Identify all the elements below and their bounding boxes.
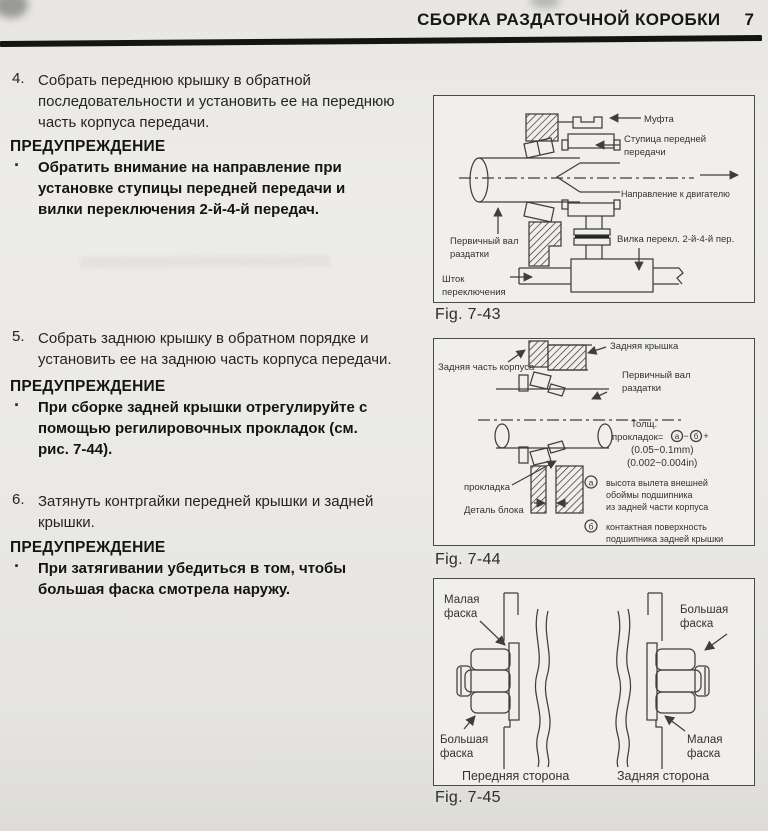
label-prokladka: прокладка [464, 482, 510, 493]
step-number: 5. [12, 328, 25, 345]
legend-b-text: контактная поверхность [606, 522, 707, 532]
lower-hub-fork-assembly [519, 200, 683, 292]
label-bolshaya-faska: фаска [680, 618, 714, 630]
label-bolshaya-faska: Большая [680, 604, 729, 616]
label-bolshaya-faska: Большая [440, 734, 489, 746]
warning-bullet: · [14, 556, 20, 576]
block-detail-hatch [531, 466, 583, 513]
label-detal-bloka: Деталь блока [464, 505, 524, 516]
label-malaya-faska: фаска [687, 748, 721, 760]
label-stupitsa: Ступица передней [624, 134, 707, 145]
label-mufta: Муфта [644, 114, 674, 125]
figure-743-box [433, 95, 755, 303]
legend-b-text: подшипника задней крышки [606, 534, 724, 544]
page-title: СБОРКА РАЗДАТОЧНОЙ КОРОБКИ [417, 10, 721, 29]
formula-line2: прокладок= [612, 432, 664, 443]
warning-3 [12, 558, 382, 600]
label-front-side: Передняя сторона [462, 769, 570, 783]
warning-1 [12, 157, 382, 220]
label-zadnyaya-kryshka: Задняя крышка [610, 341, 679, 352]
legend-a [585, 476, 708, 512]
formula-line1: Толщ. [631, 419, 658, 430]
formula-in: (0.002~0.004in) [627, 458, 698, 469]
label-shtok: Шток [442, 274, 465, 285]
circled-a: а [674, 432, 680, 441]
label-perv-val: раздатки [450, 249, 490, 260]
label-malaya-faska: фаска [444, 608, 478, 620]
step-number: 6. [12, 491, 25, 508]
label-malaya-faska: Малая [687, 734, 723, 746]
scan-smudge [530, 0, 560, 8]
warning-bullet: · [14, 395, 20, 415]
warning-heading: ПРЕДУПРЕЖДЕНИЕ [10, 539, 166, 556]
legend-a-text: обоймы подшипника [606, 490, 693, 500]
label-stupitsa: передачи [624, 147, 666, 158]
warning-text: При сборке задней крышки отрегулируйте с помощью регилировочных прокладок (см. рис. 7-44). [38, 399, 368, 458]
figure-743-caption: Fig. 7-43 [435, 306, 501, 323]
header-rule [0, 35, 762, 47]
label-bolshaya-faska: фаска [440, 748, 474, 760]
plus-sign: + [703, 431, 709, 442]
legend-a-symbol: а [588, 477, 594, 488]
step-4 [12, 70, 407, 133]
figure-745-diagram [434, 579, 756, 787]
label-rear-side: Задняя сторона [617, 769, 710, 783]
minus-sign: − [683, 431, 689, 441]
figure-745-box [433, 578, 755, 786]
warning-heading: ПРЕДУПРЕЖДЕНИЕ [10, 138, 166, 155]
formula-mm: (0.05~0.1mm) [631, 445, 694, 456]
label-napravlenie: Направление к двигателю [621, 189, 730, 199]
figure-745-caption: Fig. 7-45 [435, 789, 501, 806]
warning-2 [12, 397, 382, 460]
warning-text: При затягивании убедиться в том, чтобы большая фаска смотрела наружу. [38, 560, 347, 598]
circled-b: б [693, 432, 699, 441]
label-perv-val: раздатки [622, 383, 662, 394]
label-malaya-faska: Малая [444, 594, 480, 606]
step-5 [12, 328, 407, 370]
figure-744-diagram [434, 339, 756, 547]
label-vilka: Вилка перекл. 2-й-4-й пер. [617, 234, 735, 245]
shim-thickness-formula [612, 419, 709, 469]
legend-a-text: высота вылета внешней [606, 478, 708, 488]
upper-hub-assembly [524, 114, 620, 158]
warning-bullet: · [14, 155, 20, 175]
rear-housing-and-cover [529, 341, 592, 370]
label-perv-val: Первичный вал [622, 370, 691, 381]
legend-b [585, 520, 723, 544]
figure-744-box [433, 338, 755, 546]
step-text: Затянуть контргайки передней крышки и задней крышки. [38, 493, 374, 531]
step-6 [12, 491, 407, 533]
warning-heading: ПРЕДУПРЕЖДЕНИЕ [10, 378, 166, 395]
legend-a-text: из задней части корпуса [606, 502, 709, 512]
step-text: Собрать переднюю крышку в обратной последовательности и установить ее на переднюю часть корпуса передачи. [38, 72, 395, 131]
legend-b-symbol: б [588, 521, 594, 532]
label-zadnyaya-chast: Задняя часть корпуса [438, 362, 535, 373]
page-number: 7 [744, 10, 754, 29]
label-perv-val: Первичный вал [450, 236, 519, 247]
step-text: Собрать заднюю крышку в обратном порядке и установить ее на заднюю часть корпуса передачи. [38, 330, 392, 368]
label-shtok: переключения [442, 287, 506, 298]
warning-text: Обратить внимание на направление при установке ступицы передней передачи и вилки переключения 2-й-4-й передач. [38, 159, 346, 218]
step-number: 4. [12, 70, 25, 87]
figure-743-diagram [434, 96, 756, 304]
figure-744-caption: Fig. 7-44 [435, 551, 501, 568]
bleed-artifact [80, 255, 330, 268]
